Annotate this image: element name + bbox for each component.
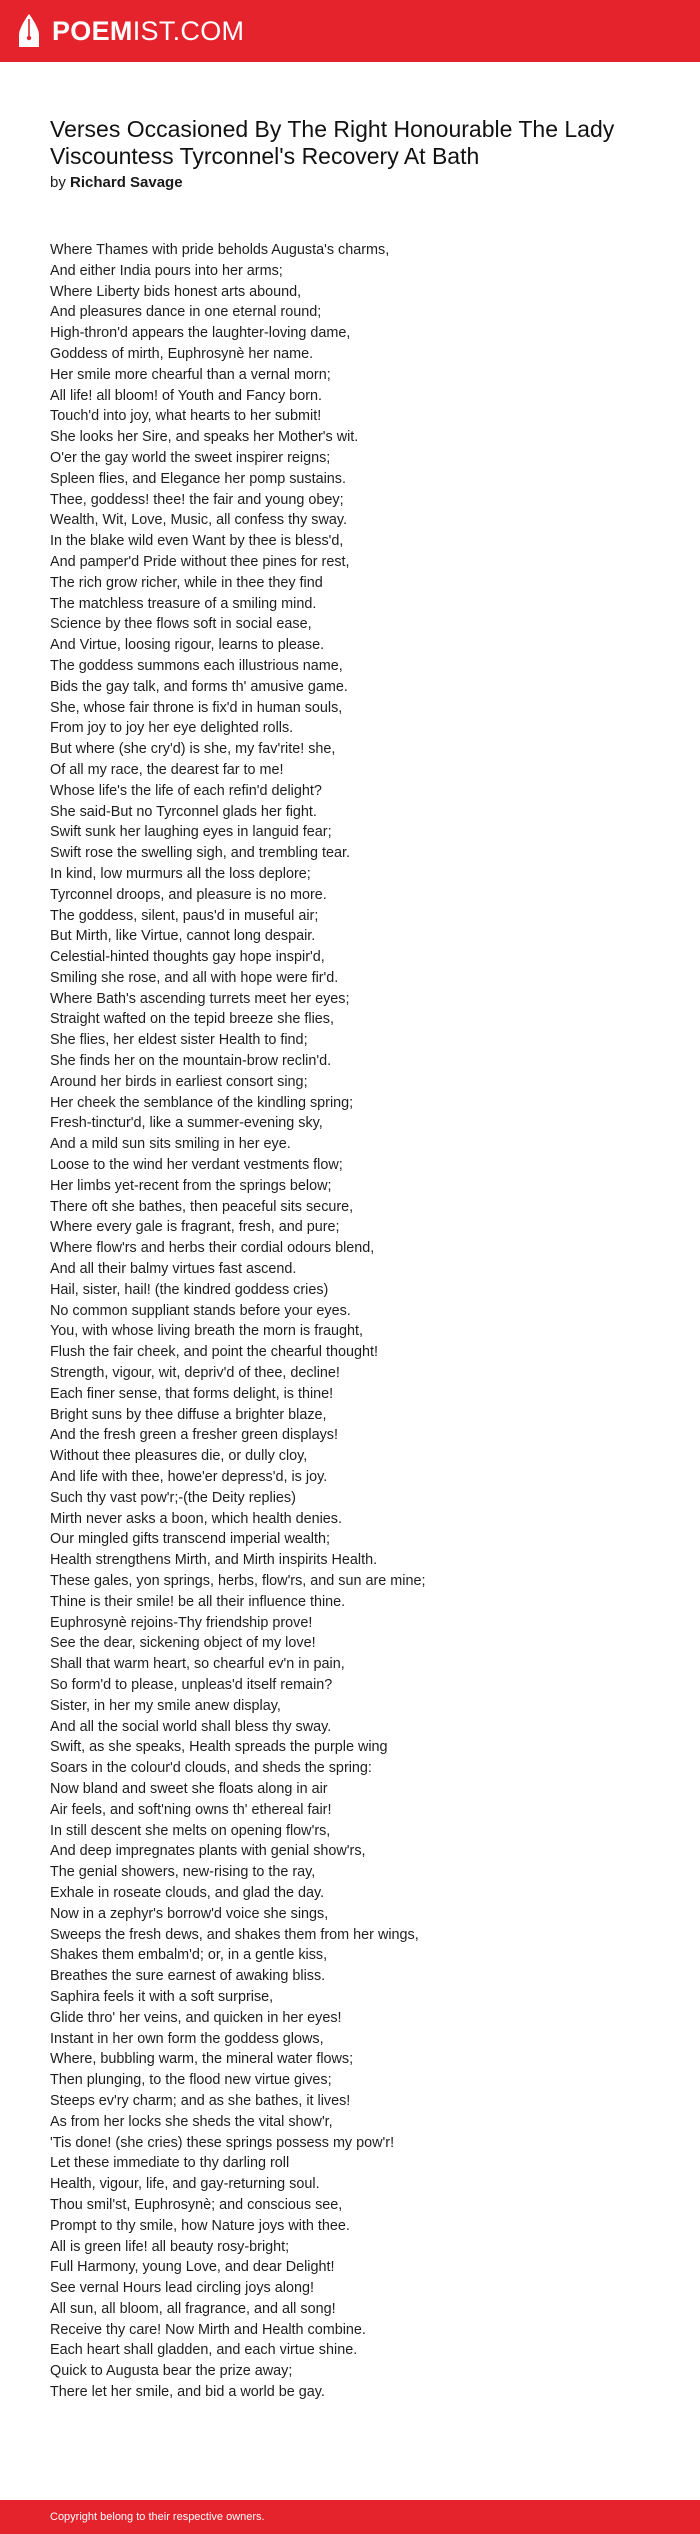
poem-line: She finds her on the mountain-brow reclin'd.: [50, 1053, 332, 1070]
poem-line: Prompt to thy smile, how Nature joys with thee.: [50, 2217, 350, 2234]
poem-line: Full Harmony, young Love, and dear Delight!: [50, 2259, 335, 2276]
poem-line: In the blake wild even Want by thee is bless'd,: [50, 533, 344, 550]
copyright-text: Copyright belong to their respective owners.: [50, 2511, 265, 2523]
poem-line: Where every gale is fragrant, fresh, and pure;: [50, 1219, 340, 1236]
poem-line: Saphira feels it with a soft surprise,: [50, 1988, 274, 2005]
poem-line: Straight wafted on the tepid breeze she flies,: [50, 1011, 334, 1028]
poem-line: Mirth never asks a boon, which health denies.: [50, 1510, 342, 1527]
poem-line: In still descent she melts on opening flow'rs,: [50, 1822, 331, 1839]
poem-line: Hail, sister, hail! (the kindred goddess cries): [50, 1281, 329, 1298]
poem-line: Each heart shall gladden, and each virtue shine.: [50, 2342, 358, 2359]
poem-line: O'er the gay world the sweet inspirer reigns;: [50, 449, 331, 466]
poem-line: Of all my race, the dearest far to me!: [50, 761, 284, 778]
poem-line: Shakes them embalm'd; or, in a gentle kiss,: [50, 1947, 328, 1964]
poem-line: Now in a zephyr's borrow'd voice she sings,: [50, 1905, 329, 1922]
poem-line: Her smile more chearful than a vernal morn;: [50, 366, 331, 383]
poem-line: Bright suns by thee diffuse a brighter blaze,: [50, 1406, 327, 1423]
poem-line: These gales, yon springs, herbs, flow'rs, and sun are mine;: [50, 1573, 426, 1589]
poem-line: Around her birds in earliest consort sing;: [50, 1073, 308, 1090]
site-header: [0, 0, 700, 62]
poem-line: Thee, goddess! thee! the fair and young obey;: [50, 491, 344, 508]
poem-line: Bids the gay talk, and forms th' amusive game.: [50, 678, 348, 695]
poem-line: The goddess summons each illustrious name,: [50, 657, 343, 674]
poem-line: Smiling she rose, and all with hope were fir'd.: [50, 969, 339, 986]
poem-line: Soars in the colour'd clouds, and sheds the spring:: [50, 1760, 372, 1777]
poem-line: Steeps ev'ry charm; and as she bathes, it lives!: [50, 2092, 351, 2109]
poem-line: She flies, her eldest sister Health to find;: [50, 1032, 308, 1049]
poem-line: As from her locks she sheds the vital show'r,: [50, 2113, 333, 2130]
poem-line: Health, vigour, life, and gay-returning soul.: [50, 2176, 320, 2193]
poem-line: Touch'd into joy, what hearts to her submit!: [50, 408, 322, 425]
poem-line: Our mingled gifts transcend imperial wealth;: [50, 1531, 330, 1548]
poem-line: And the fresh green a fresher green displays!: [50, 1427, 338, 1444]
poem-line: Loose to the wind her verdant vestments flow;: [50, 1157, 343, 1174]
poem-line: Sister, in her my smile anew display,: [50, 1697, 281, 1714]
poem-line: She said-But no Tyrconnel glads her fight.: [50, 803, 317, 820]
poem-line: See the dear, sickening object of my love!: [50, 1635, 316, 1652]
poem-line: And life with thee, howe'er depress'd, is joy.: [50, 1469, 328, 1486]
site-logo-link[interactable]: [52, 16, 244, 47]
poem-line: And all their balmy virtues fast ascend.: [50, 1261, 297, 1278]
poem-line: Quick to Augusta bear the prize away;: [50, 2363, 293, 2380]
poem-line: Each finer sense, that forms delight, is thine!: [50, 1385, 334, 1402]
brand-light: IST.COM: [132, 15, 245, 46]
poem-line: Where Thames with pride beholds Augusta's charms,: [50, 242, 390, 258]
poem-line: Exhale in roseate clouds, and glad the day.: [50, 1884, 325, 1901]
poem-line: Whose life's the life of each refin'd delight?: [50, 782, 322, 799]
poem-line: And pamper'd Pride without thee pines for rest,: [50, 553, 350, 570]
poem-line: Celestial-hinted thoughts gay hope inspir'd,: [50, 949, 325, 966]
poem-line: Glide thro' her veins, and quicken in her eyes!: [50, 2009, 342, 2026]
poem-line: Let these immediate to thy darling roll: [50, 2155, 290, 2172]
poem-line: Without thee pleasures die, or dully cloy,: [50, 1448, 308, 1465]
poem-line: Where Liberty bids honest arts abound,: [50, 283, 302, 300]
pen-nib-icon[interactable]: [17, 13, 41, 49]
poem-line: 'Tis done! (she cries) these springs possess my pow'r!: [50, 2134, 395, 2151]
poem-line: And either India pours into her arms;: [50, 262, 283, 279]
poem-line: She, whose fair throne is fix'd in human souls,: [50, 699, 343, 716]
poem-line: Breathes the sure earnest of awaking bliss.: [50, 1968, 326, 1985]
poem-line: And Virtue, loosing rigour, learns to please.: [50, 637, 325, 654]
poem-line: Sweeps the fresh dews, and shakes them from her wings,: [50, 1926, 419, 1943]
poem-line: All life! all bloom! of Youth and Fancy born.: [50, 387, 322, 404]
poem-line: See vernal Hours lead circling joys along!: [50, 2280, 314, 2297]
poem-line: But where (she cry'd) is she, my fav'rite! she,: [50, 741, 336, 758]
brand-bold: POEM: [52, 15, 133, 46]
poem-line: And a mild sun sits smiling in her eye.: [50, 1136, 291, 1153]
poem-line: Where Bath's ascending turrets meet her eyes;: [50, 990, 350, 1007]
site-footer: [0, 2500, 700, 2534]
poem-line: Science by thee flows soft in social ease,: [50, 616, 312, 633]
poem-line: Wealth, Wit, Love, Music, all confess thy sway.: [50, 512, 347, 529]
poem-line: And all the social world shall bless thy sway.: [50, 1718, 332, 1735]
poem-line: Strength, vigour, wit, depriv'd of thee, decline!: [50, 1365, 340, 1382]
poem-line: Swift rose the swelling sigh, and trembling tear.: [50, 845, 350, 862]
poem-line: The matchless treasure of a smiling mind.: [50, 595, 317, 612]
poem-line: Goddess of mirth, Euphrosynè her name.: [50, 345, 314, 362]
poem-line: In kind, low murmurs all the loss deplore;: [50, 865, 311, 882]
poem-line: And deep impregnates plants with genial show'rs,: [50, 1843, 366, 1860]
poem-line: Receive thy care! Now Mirth and Health combine.: [50, 2321, 366, 2338]
poem-line: Air feels, and soft'ning owns th' ethereal fair!: [50, 1801, 332, 1818]
poem-line: All sun, all bloom, all fragrance, and all song!: [50, 2300, 336, 2317]
poem-line: Now bland and sweet she floats along in air: [50, 1780, 328, 1797]
poem-line: The genial showers, new-rising to the ray,: [50, 1864, 316, 1881]
poem-line: Fresh-tinctur'd, like a summer-evening sky,: [50, 1115, 323, 1132]
poem-line: Swift sunk her laughing eyes in languid fear;: [50, 824, 332, 841]
byline: [50, 173, 650, 193]
poem-line: High-thron'd appears the laughter-loving dame,: [50, 325, 351, 342]
by-label: by: [50, 174, 66, 191]
poem-line: So form'd to please, unpleas'd itself remain?: [50, 1676, 333, 1693]
poem-line: Euphrosynè rejoins-Thy friendship prove!: [50, 1614, 313, 1631]
poem-page: [0, 62, 700, 2403]
poem-line: There oft she bathes, then peaceful sits secure,: [50, 1198, 354, 1215]
poem-line: Tyrconnel droops, and pleasure is no more.: [50, 886, 327, 903]
poem-title: Verses Occasioned By The Right Honourable The Lady Viscountess Tyrconnel's Recovery At Bath: [50, 116, 615, 169]
poem-line: Flush the fair cheek, and point the chearful thought!: [50, 1344, 378, 1361]
poem-line: She looks her Sire, and speaks her Mother's wit.: [50, 429, 359, 446]
poem-line: Such thy vast pow'r;-(the Deity replies): [50, 1489, 296, 1506]
poem-line: Instant in her own form the goddess glows,: [50, 2030, 324, 2047]
poem-line: But Mirth, like Virtue, cannot long despair.: [50, 928, 316, 945]
poem-line: The goddess, silent, paus'd in museful air;: [50, 907, 319, 924]
poem-line: The rich grow richer, while in thee they find: [50, 574, 323, 591]
poem-line: Her cheek the semblance of the kindling spring;: [50, 1094, 354, 1111]
poem-line: Health strengthens Mirth, and Mirth inspirits Health.: [50, 1552, 378, 1569]
poem-body: [50, 240, 650, 2403]
poem-line: Where flow'rs and herbs their cordial odours blend,: [50, 1240, 375, 1257]
poem-line: Spleen flies, and Elegance her pomp sustains.: [50, 470, 346, 487]
poem-line: Where, bubbling warm, the mineral water flows;: [50, 2051, 354, 2068]
poem-line: All is green life! all beauty rosy-bright;: [50, 2238, 290, 2255]
poem-line: No common suppliant stands before your eyes.: [50, 1302, 351, 1319]
poem-line: There let her smile, and bid a world be gay.: [50, 2384, 325, 2401]
poem-line: Her limbs yet-recent from the springs below;: [50, 1177, 332, 1194]
poem-line: Shall that warm heart, so chearful ev'n in pain,: [50, 1656, 345, 1673]
poem-line: Swift, as she speaks, Health spreads the purple wing: [50, 1739, 388, 1756]
poem-line: And pleasures dance in one eternal round;: [50, 304, 322, 321]
poem-line: From joy to joy her eye delighted rolls.: [50, 720, 294, 737]
poem-line: Thou smil'st, Euphrosynè; and conscious see,: [50, 2196, 343, 2213]
poem-line: Then plunging, to the flood new virtue gives;: [50, 2072, 332, 2089]
poem-line: You, with whose living breath the morn is fraught,: [50, 1323, 364, 1340]
author-link[interactable]: Richard Savage: [70, 174, 183, 191]
poem-line: Thine is their smile! be all their influence thine.: [50, 1593, 346, 1610]
